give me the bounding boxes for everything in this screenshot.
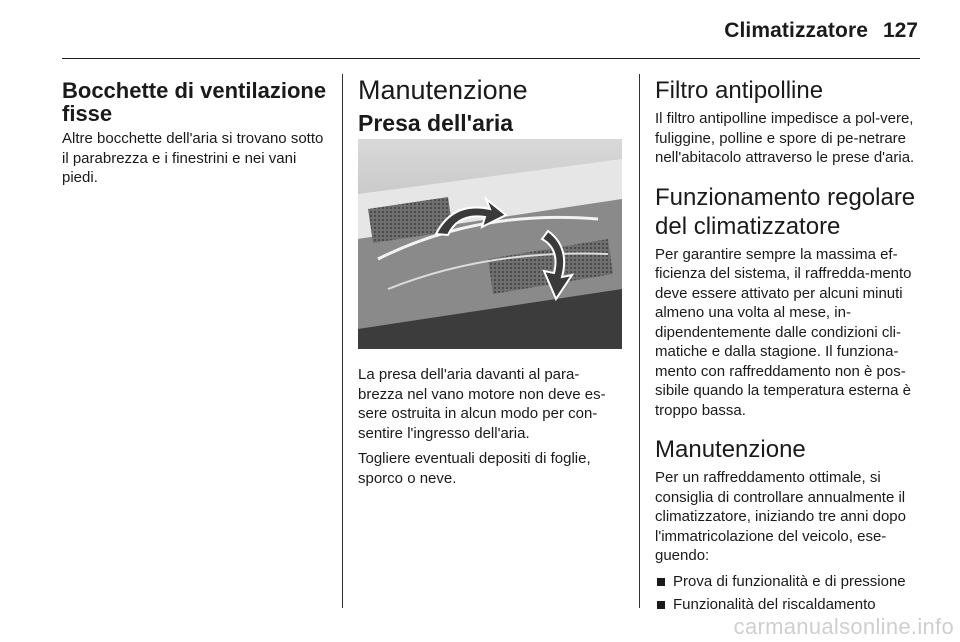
list-item-text: Prova di funzionalità e di pressione — [673, 572, 906, 590]
paragraph-air-intake: La presa dell'aria davanti al para-brezza nel vano motore non deve es-sere ostruita in alcun modo per con-sentire l'ingresso dell'aria. — [358, 366, 606, 442]
watermark: carmanualsonline.info — [733, 614, 954, 639]
list-item-text: Funzionalità del riscaldamento — [673, 596, 876, 613]
page-number: 127 — [882, 19, 918, 42]
square-bullet-icon — [657, 578, 665, 586]
air-intake-photo — [358, 139, 622, 349]
paragraph-remove-debris: Togliere eventuali depositi di foglie, sporco o neve. — [358, 450, 591, 487]
heading-pollen-filter: Filtro antipolline — [655, 77, 824, 104]
column-2 — [358, 72, 622, 494]
paragraph-maintenance-ac: Per un raffreddamento ottimale, si consiglia di controllare annualmente il climatizzatore, iniziando tre anni dopo l'immatricolazione del veicolo, ese-guendo: — [655, 469, 906, 564]
heading-maintenance: Manutenzione — [358, 75, 528, 105]
column-3 — [655, 72, 920, 619]
column-1 — [62, 72, 330, 194]
square-bullet-icon — [657, 601, 665, 609]
column-divider-1 — [342, 74, 343, 608]
heading-air-intake: Presa dell'aria — [358, 110, 514, 136]
list-item — [655, 572, 920, 592]
page-section-title: Climatizzatore — [724, 19, 868, 42]
heading-regular-operation: Funzionamento regolare del climatizzatore — [655, 183, 916, 240]
paragraph-regular-operation: Per garantire sempre la massima ef-ficienza del sistema, il raffredda-mento deve essere attivato per alcuni minuti almeno una volta al mese, in-dipendentemente dalle condizioni cli-matiche e dalla stagione. Il funziona-mento con raffreddamento non è pos-sibile quando la temperatura esterna è troppo bassa. — [655, 245, 912, 419]
column-divider-2 — [639, 74, 640, 608]
heading-maintenance-ac: Manutenzione — [655, 436, 806, 463]
paragraph-fixed-vents: Altre bocchette dell'aria si trovano sotto il parabrezza e i finestrini e nei vani piedi. — [62, 130, 324, 186]
heading-fixed-vents: Bocchette di ventilazione fisse — [62, 78, 327, 126]
list-item — [655, 595, 920, 615]
page-header — [0, 0, 960, 62]
header-divider — [62, 58, 920, 59]
paragraph-pollen-filter: Il filtro antipolline impedisce a pol-vere, fuliggine, polline e spore di pe-netrare nell'abitacolo attraverso le prese d'aria. — [655, 110, 915, 166]
